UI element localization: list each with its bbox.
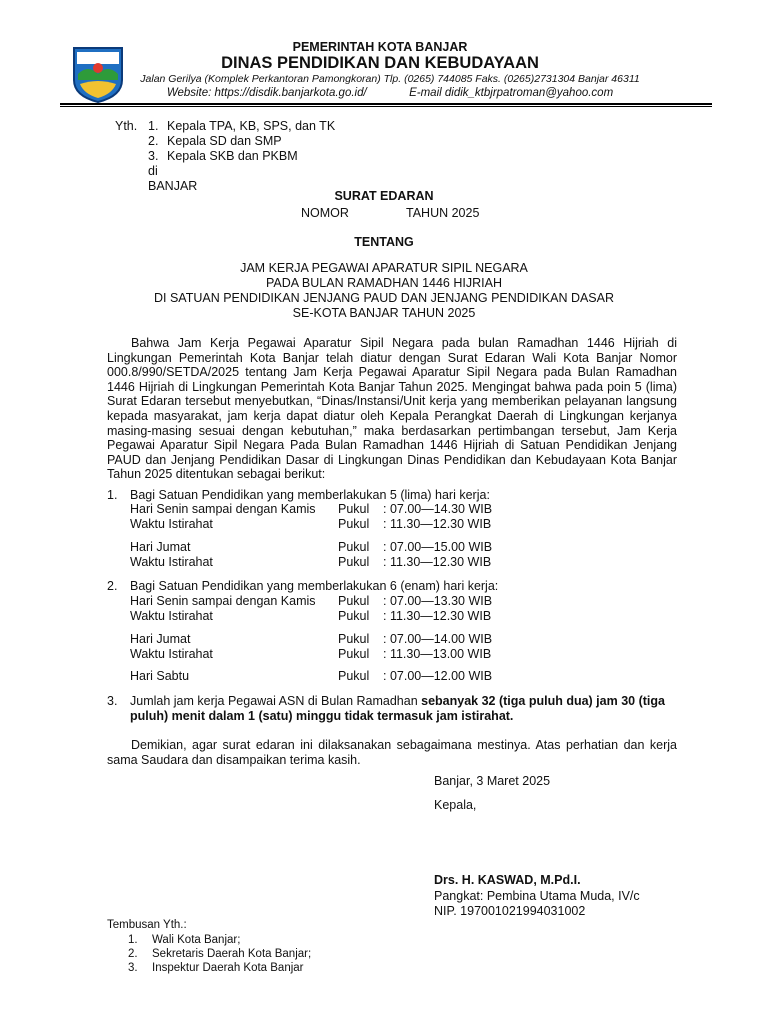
subject-line-2: PADA BULAN RAMADHAN 1446 HIJRIAH — [266, 276, 502, 290]
agency-email[interactable]: E-mail didik_ktbjrpatroman@yahoo.com — [409, 87, 614, 99]
recipient-city: BANJAR — [148, 179, 198, 193]
cc-heading: Tembusan Yth.: — [107, 919, 187, 931]
schedule-pukul: Pukul — [338, 609, 370, 623]
schedule-time: : 11.30—12.30 WIB — [383, 609, 492, 623]
subject-line-3: DI SATUAN PENDIDIKAN JENJANG PAUD DAN JENJANG PENDIDIKAN DASAR — [153, 291, 615, 305]
header-rule-thick — [60, 103, 712, 105]
schedule-pukul: Pukul — [338, 594, 370, 608]
government-name: PEMERINTAH KOTA BANJAR — [292, 40, 468, 54]
item-1-heading: Bagi Satuan Pendidikan yang memberlakukan 5 (lima) hari kerja: — [130, 488, 490, 502]
item-2-num: 2. — [107, 579, 118, 593]
schedule-pukul: Pukul — [338, 632, 370, 646]
signer-nip: NIP. 197001021994031002 — [434, 904, 586, 918]
agency-website[interactable]: Website: https://disdik.banjarkota.go.id/ — [166, 87, 367, 99]
item-3-line-1 — [130, 694, 665, 709]
cc-item-1: Wali Kota Banjar; — [152, 934, 241, 946]
recipient-yth: Yth. — [115, 119, 138, 133]
agency-name: DINAS PENDIDIKAN DAN KEBUDAYAAN — [221, 54, 539, 72]
schedule-time: : 11.30—12.30 WIB — [383, 517, 492, 531]
schedule-time: : 11.30—13.00 WIB — [383, 647, 492, 661]
schedule-time: : 07.00—14.30 WIB — [383, 502, 493, 516]
schedule-pukul: Pukul — [338, 502, 370, 516]
item-2-heading: Bagi Satuan Pendidikan yang memberlakukan 6 (enam) hari kerja: — [130, 579, 499, 593]
agency-address: Jalan Gerilya (Komplek Perkantoran Pamongkoran) Tlp. (0265) 744085 Faks. (0265)2731304 Banjar 46311 — [140, 73, 640, 85]
cc-item-3: Inspektur Daerah Kota Banjar — [152, 962, 304, 974]
recipient-di: di — [148, 164, 158, 178]
subject-line-4: SE-KOTA BANJAR TAHUN 2025 — [292, 306, 476, 320]
schedule-label: Hari Jumat — [130, 632, 191, 646]
tentang-heading: TENTANG — [354, 235, 414, 249]
recipient-num-3: 3. — [148, 149, 159, 163]
schedule-time: : 07.00—13.30 WIB — [383, 594, 493, 608]
schedule-label: Waktu Istirahat — [130, 647, 213, 661]
item-1-num: 1. — [107, 488, 118, 502]
recipient-2: Kepala SD dan SMP — [167, 134, 282, 148]
schedule-label: Waktu Istirahat — [130, 517, 213, 531]
schedule-time: : 07.00—14.00 WIB — [383, 632, 493, 646]
schedule-pukul: Pukul — [338, 540, 370, 554]
schedule-label: Hari Jumat — [130, 540, 191, 554]
header-rule-thin — [60, 106, 712, 107]
cc-num-3: 3. — [128, 962, 138, 974]
item-3-num: 3. — [107, 694, 118, 708]
schedule-time: : 11.30—12.30 WIB — [383, 555, 492, 569]
signer-rank: Pangkat: Pembina Utama Muda, IV/c — [434, 889, 640, 903]
city-logo — [68, 44, 128, 104]
schedule-time: : 07.00—12.00 WIB — [383, 669, 493, 683]
cc-num-2: 2. — [128, 948, 138, 960]
schedule-label: Hari Sabtu — [130, 669, 190, 683]
letter-type: SURAT EDARAN — [334, 189, 434, 203]
recipient-num-2: 2. — [148, 134, 159, 148]
schedule-pukul: Pukul — [338, 517, 370, 531]
item-3-bold-a: sebanyak 32 (tiga puluh dua) jam 30 (tiga — [421, 694, 665, 708]
letter-year: TAHUN 2025 — [406, 206, 480, 220]
place-date: Banjar, 3 Maret 2025 — [434, 774, 551, 788]
intro-paragraph: Bahwa Jam Kerja Pegawai Aparatur Sipil Negara pada bulan Ramadhan 1446 Hijriah di Lingkungan Pemerintah Kota Banjar telah diatur dengan Surat Edaran Wali Kota Banjar Nomor 000.8/990/SETDA/2025 tentang Jam Kerja Pegawai Aparatur Sipil Negara pada Bulan Ramadhan 1446 Hijriah di Lingkungan Pemerintah Kota Banjar Tahun 2025. Mengingat bahwa pada poin 5 (lima) Surat Edaran tersebut menyebutkan, “Dinas/Instansi/Unit kerja yang memberikan pelayanan langsung kepada masyarakat, jam kerja dapat diatur oleh Kepala Perangkat Daerah di Lingkungan kerjanya masing-masing sesuai dengan kebutuhan,” maka berdasarkan pertimbangan tersebut, Jam Kerja Pegawai Aparatur Sipil Negara Pada Bulan Ramadhan 1446 Hijriah di Satuan Pendidikan Jenjang PAUD dan Jenjang Pendidikan Dasar di Lingkungan Dinas Pendidikan dan Kebudayaan Kota Banjar Tahun 2025 ditentukan sebagai berikut: — [107, 336, 677, 482]
letter-number-label: NOMOR — [301, 206, 349, 220]
recipient-1: Kepala TPA, KB, SPS, dan TK — [167, 119, 336, 133]
schedule-label: Hari Senin sampai dengan Kamis — [130, 502, 316, 516]
signer-name: Drs. H. KASWAD, M.Pd.I. — [434, 873, 581, 887]
schedule-time: : 07.00—15.00 WIB — [383, 540, 493, 554]
recipient-num-1: 1. — [148, 119, 159, 133]
schedule-pukul: Pukul — [338, 647, 370, 661]
agency-contacts — [140, 87, 640, 99]
closing-paragraph: Demikian, agar surat edaran ini dilaksanakan sebagaimana mestinya. Atas perhatian dan kerja sama Saudara dan disampaikan terima kasih. — [107, 738, 677, 767]
cc-item-2: Sekretaris Daerah Kota Banjar; — [152, 948, 312, 960]
recipient-3: Kepala SKB dan PKBM — [167, 149, 298, 163]
signer-position: Kepala, — [434, 798, 477, 812]
schedule-pukul: Pukul — [338, 555, 370, 569]
item-3-bold-b: puluh) menit dalam 1 (satu) minggu tidak termasuk jam istirahat. — [130, 709, 514, 723]
schedule-label: Waktu Istirahat — [130, 555, 213, 569]
item-3-text: Jumlah jam kerja Pegawai ASN di Bulan Ramadhan — [130, 694, 422, 708]
schedule-label: Hari Senin sampai dengan Kamis — [130, 594, 316, 608]
subject-line-1: JAM KERJA PEGAWAI APARATUR SIPIL NEGARA — [240, 261, 528, 275]
schedule-label: Waktu Istirahat — [130, 609, 213, 623]
cc-num-1: 1. — [128, 934, 138, 946]
schedule-pukul: Pukul — [338, 669, 370, 683]
